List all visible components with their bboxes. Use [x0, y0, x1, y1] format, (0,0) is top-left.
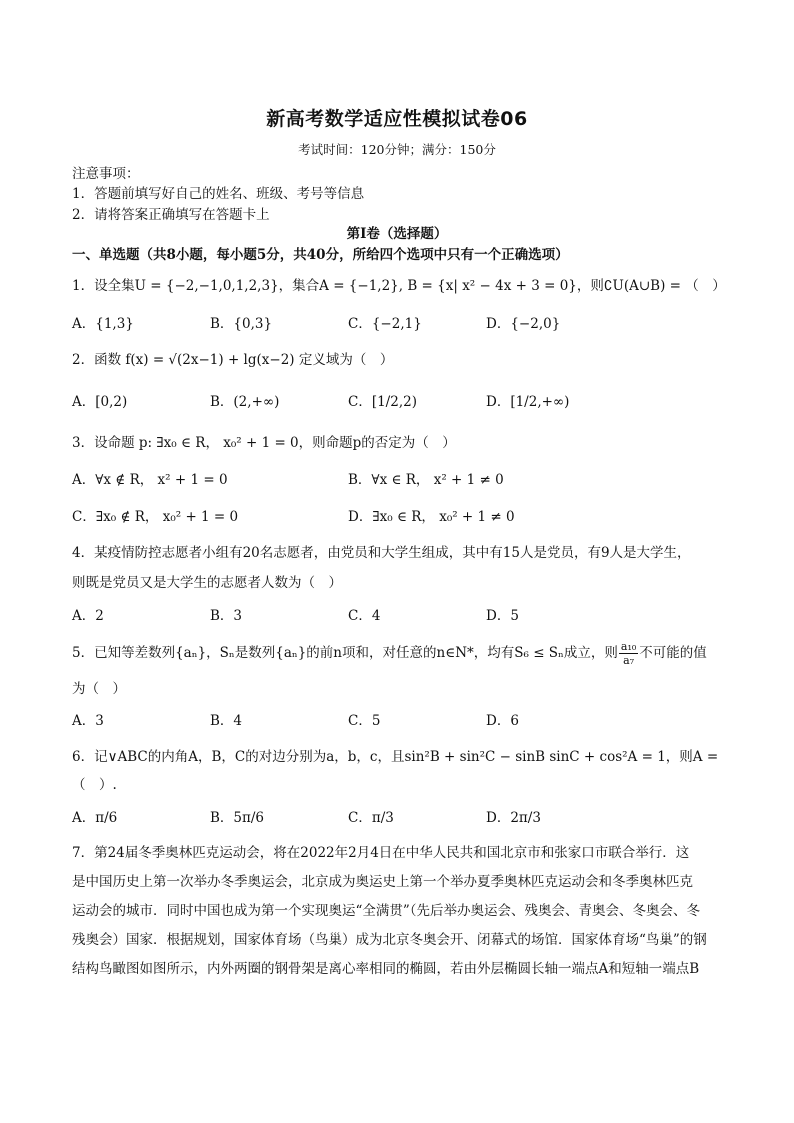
q4-option-d: D．5 — [486, 608, 519, 624]
note-item-2: 2．请将答案正确填写在答题卡上 — [72, 207, 270, 223]
q1-option-a: A．{1,3} — [72, 316, 134, 332]
q6-option-b: B．5π/6 — [210, 810, 265, 826]
page-title: 新高考数学适应性模拟试卷06 — [266, 108, 528, 130]
question-5-line-2: 为（ ） — [72, 681, 126, 697]
q5-fraction-numerator: a₁₀ — [620, 640, 637, 653]
q5-option-c: C．5 — [348, 713, 381, 729]
note-item-1: 1．答题前填写好自己的姓名、班级、考号等信息 — [72, 186, 365, 202]
q3-option-c: C．∃x₀ ∉ R， x₀² + 1 = 0 — [72, 509, 239, 525]
question-6-line-2: （ ）. — [72, 777, 117, 793]
q2-option-b: B．(2,+∞) — [210, 394, 280, 410]
q2-option-d: D．[1/2,+∞) — [486, 394, 570, 410]
q5-option-a: A．3 — [72, 713, 104, 729]
q4-option-b: B．3 — [210, 608, 243, 624]
q3-option-a: A．∀x ∉ R， x² + 1 = 0 — [72, 472, 228, 488]
question-5-line-1 — [72, 640, 707, 667]
q5-fraction — [619, 640, 638, 667]
section-title: 第Ⅰ卷（选择题） — [346, 226, 448, 242]
q4-option-a: A．2 — [72, 608, 104, 624]
q1-option-b: B．{0,3} — [210, 316, 273, 332]
question-6-line-1: 6．记∨ABC的内角A，B，C的对边分别为a，b，c，且sin²B + sin²C − sinB sinC + cos²A = 1，则A = — [72, 749, 719, 765]
q3-option-d: D．∃x₀ ∈ R， x₀² + 1 ≠ 0 — [348, 509, 515, 525]
question-4-line-1: 4．某疫情防控志愿者小组有20名志愿者，由党员和大学生组成，其中有15人是党员，有9人是大学生， — [72, 545, 691, 561]
question-7 — [72, 839, 722, 984]
q4-option-c: C．4 — [348, 608, 381, 624]
question-1: 1．设全集U = {−2,−1,0,1,2,3}，集合A = {−1,2}, B = {x| x² − 4x + 3 = 0}，则∁U(A∪B) = （ ） — [72, 278, 726, 294]
q1-option-d: D．{−2,0} — [486, 316, 561, 332]
question-7-line: 运动会的城市．同时中国也成为第一个实现奥运“全满贯”（先后举办奥运会、残奥会、青奥会、冬奥会、冬 — [72, 903, 701, 919]
part-heading: 一、单选题（共8小题，每小题5分，共40分，所给四个选项中只有一个正确选项） — [72, 247, 569, 263]
q5-option-b: B．4 — [210, 713, 243, 729]
question-5-text: 5．已知等差数列{aₙ}，Sₙ是数列{aₙ}的前n项和，对任意的n∈N*，均有S₆ ≤ Sₙ成立，则 — [72, 645, 618, 661]
q2-option-a: A．[0,2) — [72, 394, 128, 410]
q5-option-d: D．6 — [486, 713, 519, 729]
q5-fraction-denominator: a₇ — [623, 654, 635, 667]
q2-option-c: C．[1/2,2) — [348, 394, 417, 410]
question-7-line: 7．第24届冬季奥林匹克运动会，将在2022年2月4日在中华人民共和国北京市和张家口市联合举行．这 — [72, 845, 690, 861]
q3-option-b: B．∀x ∈ R， x² + 1 ≠ 0 — [348, 472, 504, 488]
question-7-line: 是中国历史上第一次举办冬季奥运会，北京成为奥运史上第一个举办夏季奥林匹克运动会和冬季奥林匹克 — [72, 874, 693, 890]
q6-option-c: C．π/3 — [348, 810, 394, 826]
q1-option-c: C．{−2,1} — [348, 316, 422, 332]
exam-info: 考试时间：120分钟；满分：150分 — [298, 142, 496, 157]
question-5-tail: 不可能的值 — [639, 645, 707, 661]
question-3: 3．设命题 p: ∃x₀ ∈ R， x₀² + 1 = 0，则命题p的否定为（ ） — [72, 435, 456, 451]
q6-option-a: A．π/6 — [72, 810, 118, 826]
question-7-line: 残奥会）国家．根据规划，国家体育场（鸟巢）成为北京冬奥会开、闭幕式的场馆．国家体育场“鸟巢”的钢 — [72, 932, 707, 948]
question-2: 2．函数 f(x) = √(2x−1) + lg(x−2) 定义域为（ ） — [72, 352, 394, 368]
q6-option-d: D．2π/3 — [486, 810, 541, 826]
question-7-line: 结构鸟瞰图如图所示，内外两圈的钢骨架是离心率相同的椭圆，若由外层椭圆长轴一端点A和短轴一端点B — [72, 961, 700, 977]
notes-heading: 注意事项： — [72, 166, 140, 182]
question-4-line-2: 则既是党员又是大学生的志愿者人数为（ ） — [72, 575, 342, 591]
